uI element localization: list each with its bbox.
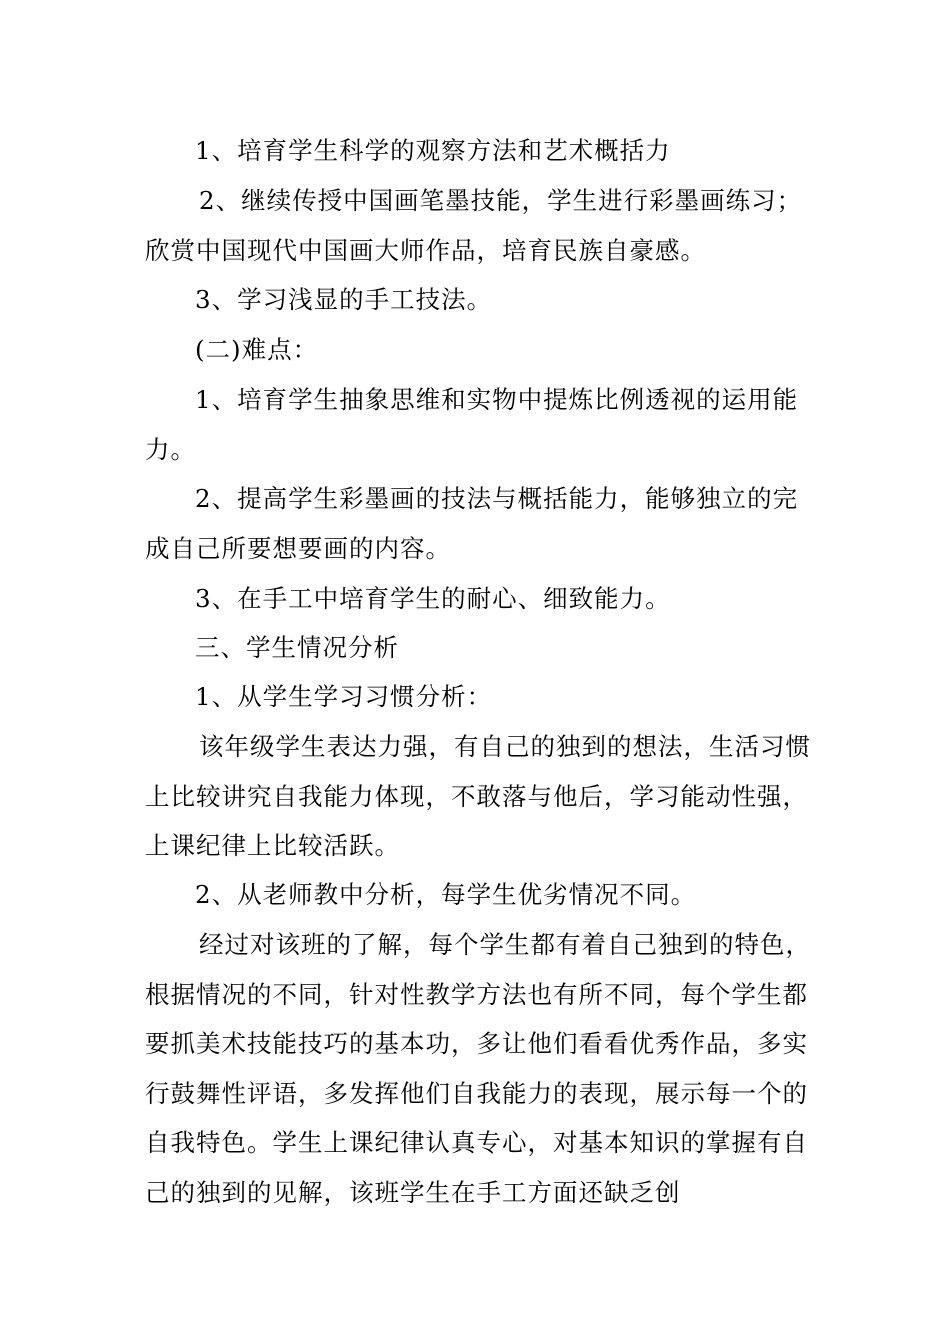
paragraph-1: 1、培育学生科学的观察方法和艺术概括力 <box>195 136 671 165</box>
section-heading-difficulties: (二)难点： <box>195 335 319 364</box>
paragraph-7: 1、从学生学习习惯分析： <box>195 682 493 711</box>
paragraph-2: 2、继续传授中国画笔墨技能，学生进行彩墨画练习；欣赏中国现代中国画大师作品，培育民族自豪感。 <box>145 186 803 265</box>
paragraph-10: 经过对该班的了解，每个学生都有着自己独到的特色，根据情况的不同，针对性教学方法也有所不同，每个学生都要抓美术技能技巧的基本功，多让他们看看优秀作品，多实行鼓舞性评语，多发挥他们自我能力的表现，展示每一个的自我特色。学生上课纪律认真专心，对基本知识的掌握有自己的独到的见解，该班学生在手工方面还缺乏创 <box>145 930 811 1207</box>
paragraph-6: 3、在手工中培育学生的耐心、细致能力。 <box>195 584 671 613</box>
paragraph-8: 该年级学生表达力强，有自己的独到的想法，生活习惯上比较讲究自我能力体现，不敢落与他后，学习能动性强，上课纪律上比较活跃。 <box>145 732 811 860</box>
paragraph-3: 3、学习浅显的手工技法。 <box>195 285 493 314</box>
paragraph-9: 2、从老师教中分析，每学生优劣情况不同。 <box>195 880 697 909</box>
section-heading-student-analysis: 三、学生情况分析 <box>195 633 399 662</box>
paragraph-5: 2、提高学生彩墨画的技法与概括能力，能够独立的完成自己所要想要画的内容。 <box>145 484 799 563</box>
paragraph-4: 1、培育学生抽象思维和实物中提炼比例透视的运用能力。 <box>145 385 799 464</box>
